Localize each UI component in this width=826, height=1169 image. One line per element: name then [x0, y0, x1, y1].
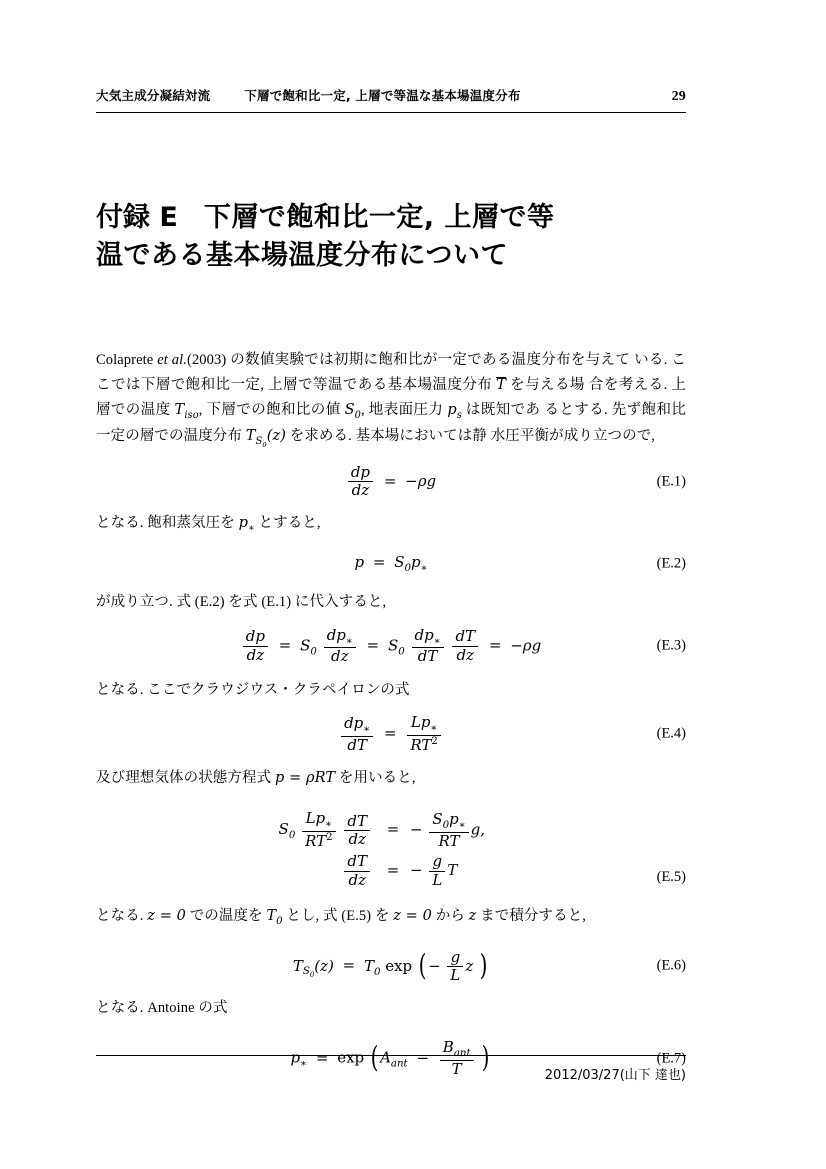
equation-E2 — [96, 550, 686, 578]
footer-date-author: 2012/03/27(山下 達也) — [544, 1068, 686, 1083]
title-appendix-label: 付録 E — [96, 202, 178, 233]
equation-E4 — [96, 714, 686, 754]
equation-E6-body: $T_{S_0}(z) = T_0$ exp ( − $\frac{g}{L}$ z ) — [292, 947, 488, 984]
equation-E6 — [96, 949, 686, 985]
para-1-line-3: 合を考える. 上層での温度 $T_{iso}$, 下層での飽和比の値 $S_0$, 地表面圧力 $p_s$ は既知であ — [96, 376, 686, 421]
title-line-1-rest: 下層で飽和比一定, 上層で等 — [203, 202, 555, 233]
equation-E1-number: (E.1) — [656, 473, 686, 490]
equation-E3 — [96, 627, 686, 666]
equation-E7-number: (E.7) — [656, 1050, 686, 1067]
page-number: 29 — [671, 89, 686, 104]
page-content — [96, 86, 686, 1090]
para-1-line-1: Colaprete et al.(2003) の数値実験では初期に飽和比が一定である温度分布を与えて — [96, 351, 631, 368]
equation-E5-line-2: $\frac{dT}{dz}$ = − $\frac{g}{L}$ T — [252, 853, 530, 889]
equation-E5 — [96, 807, 686, 891]
para-1-line-4: るとする. 先ず飽和比一定の層での温度分布 $T_{S_0}(z)$ を求める. 基本場においては静 — [96, 401, 686, 450]
paragraph-intro — [96, 348, 686, 452]
paragraph-2: となる. 飽和蒸気圧を $p_∗$ とすると, — [96, 515, 321, 535]
equation-E2-number: (E.2) — [656, 555, 686, 572]
equation-E7-body: $p_∗ = \exp$ ( $A_{ant}$ − $\frac{B_{ant}}{T}$ ) — [290, 1038, 490, 1078]
running-head — [96, 86, 686, 113]
para-1-line-2: いる. ここでは下層で飽和比一定, 上層で等温である基本場温度分布 T を与える場 — [96, 351, 686, 393]
title-line-1 — [96, 199, 686, 237]
paragraph-7: となる. Antoine の式 — [96, 1000, 228, 1017]
equation-E5-body — [252, 807, 530, 891]
paragraph-5: 及び理想気体の状態方程式 p = ρRT を用いると, — [96, 770, 416, 787]
equation-E2-body: $p = S_0p_∗$ — [354, 553, 428, 575]
equation-E1-body: $\frac{dp}{dz}$ = −ρg — [346, 464, 436, 500]
paragraph-3: が成り立つ. 式 (E.2) を式 (E.1) に代入すると, — [96, 593, 387, 610]
equation-E6-number: (E.6) — [656, 957, 686, 974]
equation-E4-body: $\frac{dp_∗}{dT}$ = $\frac{Lp_∗}{RT^2}$ — [339, 714, 443, 754]
page-title — [96, 199, 686, 276]
page-footer — [96, 1055, 686, 1083]
para-1-line-5: 水圧平衡が成り立つので, — [490, 428, 656, 445]
paragraph-6: となる. z = 0 での温度を $T_0$ とし, 式 (E.5) を z = 0 から z まで積分すると, — [96, 907, 587, 927]
running-head-left: 大気主成分凝結対流 — [96, 88, 211, 103]
paragraph-4: となる. ここでクラウジウス・クラペイロンの式 — [96, 681, 410, 698]
title-line-2: 温である基本場温度分布について — [96, 240, 508, 272]
equation-E5-line-1: $S_0$ $\frac{Lp_∗}{RT^2}$ $\frac{dT}{dz}$ = − $\frac{S_0p_∗}{RT}$ g, — [278, 809, 486, 851]
equation-E3-body: $\frac{dp}{dz}$ = $S_0$ $\frac{dp_∗}{dz}$ = $S_0$ $\frac{dp_∗}{dT}$ $\frac{dT}{dz}$ = −ρg — [241, 627, 541, 666]
body-text — [96, 348, 686, 1078]
equation-E5-number: (E.5) — [656, 868, 686, 885]
equation-E4-number: (E.4) — [656, 726, 686, 742]
equation-E1 — [96, 464, 686, 500]
running-head-middle: 下層で飽和比一定, 上層で等温な基本場温度分布 — [244, 88, 521, 103]
equation-E3-number: (E.3) — [656, 637, 686, 654]
